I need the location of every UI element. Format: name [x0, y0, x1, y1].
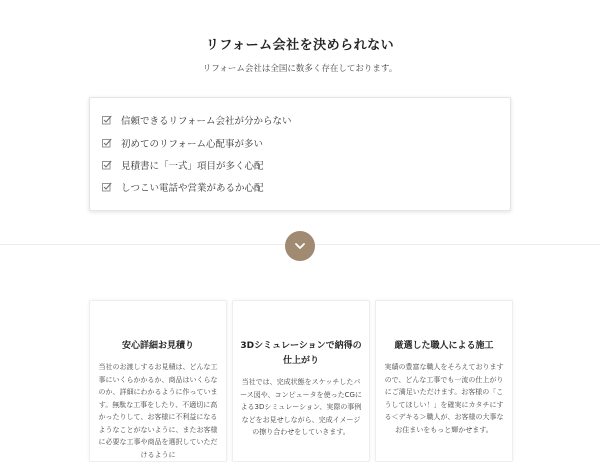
scroll-down-button[interactable]	[285, 231, 315, 261]
chevron-down-icon	[293, 239, 307, 253]
feature-card-craftsmen	[375, 300, 513, 462]
problem-checklist	[89, 97, 511, 211]
problem-text: しつこい電話や営業があるか心配	[121, 183, 264, 194]
section-subtitle: リフォーム会社は全国に数多く存在しております。	[202, 64, 398, 74]
feature-description: 当社のお渡しするお見積は、どんな工事にいくらかかるか、商品はいくらなのか、詳細にわかるように作っています。無駄な工事をしたり、不適切に高かったりして、お客様に不利益になるようなことがないように、またお客様に必要な工事や商品を選択していただけるように	[98, 363, 218, 459]
feature-title: 3Dシミュレーションで納得の仕上がり	[240, 341, 362, 366]
problem-text: 信頼できるリフォーム会社が分からない	[121, 116, 292, 127]
feature-description: 実績の豊富な職人をそろえておりますので、どんな工事でも一流の仕上がりにご満足いただけます。お客様の「こうしてほしい！」を確実にカタチにする＜デキる＞職人が、お客様の大事なお住まいをもっと輝かせます。	[384, 363, 504, 434]
feature-card-estimate	[89, 300, 227, 462]
problem-text: 見積書に「一式」項目が多く心配	[121, 161, 264, 172]
check-square-icon	[102, 182, 112, 192]
feature-description: 当社では、完成状態をスケッチしたパース図や、コンピュータを使ったCGによる3Dシミュレーション、実際の事例などをお見せしながら、完成イメージの擦り合わせをしていきます。	[240, 378, 362, 436]
problem-text: 初めてのリフォーム心配事が多い	[121, 139, 264, 150]
problem-item	[102, 112, 292, 128]
feature-card-3d-simulation	[232, 300, 370, 462]
feature-title: 厳選した職人による施工	[394, 341, 494, 351]
feature-title: 安心詳細お見積り	[121, 341, 194, 351]
problem-item	[102, 179, 264, 195]
problem-item	[102, 157, 264, 173]
check-square-icon	[102, 160, 112, 170]
problem-item	[102, 135, 263, 151]
check-square-icon	[102, 138, 112, 148]
section-title: リフォーム会社を決められない	[205, 38, 395, 53]
check-square-icon	[102, 115, 112, 125]
